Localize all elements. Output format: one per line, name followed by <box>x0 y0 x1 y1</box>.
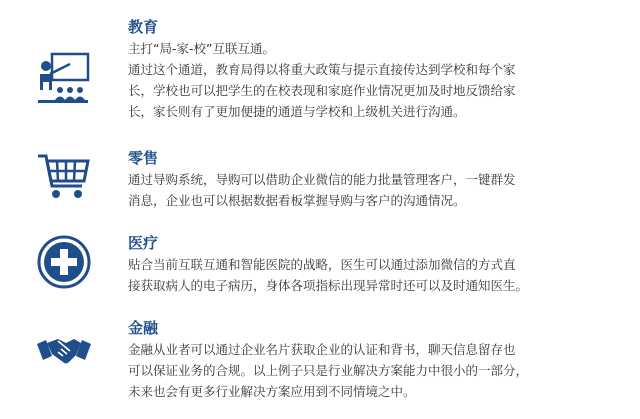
section-line: 贴合当前互联互通和智能医院的战略，医生可以通过添加微信的方式直 <box>128 257 516 272</box>
section-title: 医疗 <box>128 234 159 252</box>
teacher-board-icon <box>36 52 92 108</box>
section-title: 金融 <box>128 319 159 337</box>
section-line: 长，家长则有了更加便捷的通道与学校和上级机关进行沟通。 <box>128 104 466 119</box>
healthcare-content <box>128 232 618 296</box>
section-line: 接获取病人的电子病历，身体各项指标出现异常时还可以及时通知医生。 <box>128 278 529 293</box>
finance-content <box>128 317 618 402</box>
section-line: 消息，企业也可以根据数据看板掌握导购与客户的沟通情况。 <box>128 193 466 208</box>
section-title: 零售 <box>128 149 159 167</box>
section-line: 长，学校也可以把学生的在校表现和家庭作业情况更加及时地反馈给家 <box>128 83 516 98</box>
handshake-icon <box>36 324 92 380</box>
section-line: 可以保证业务的合规。以上例子只是行业解决方案能力中很小的一部分， <box>128 363 529 378</box>
medical-cross-icon <box>36 234 92 290</box>
section-line: 通过这个通道，教育局得以将重大政策与提示直接传达到学校和每个家 <box>128 62 516 77</box>
section-line: 金融从业者可以通过企业名片获取企业的认证和背书，聊天信息留存也 <box>128 342 516 357</box>
shopping-cart-icon <box>36 150 92 206</box>
section-title: 教育 <box>128 18 159 36</box>
section-line: 通过导购系统，导购可以借助企业微信的能力批量管理客户，一键群发 <box>128 172 516 187</box>
education-content <box>128 16 618 122</box>
section-line: 未来也会有更多行业解决方案应用到不同情境之中。 <box>128 384 416 399</box>
section-line: 主打“局-家-校”互联互通。 <box>128 41 275 56</box>
retail-content <box>128 147 618 211</box>
